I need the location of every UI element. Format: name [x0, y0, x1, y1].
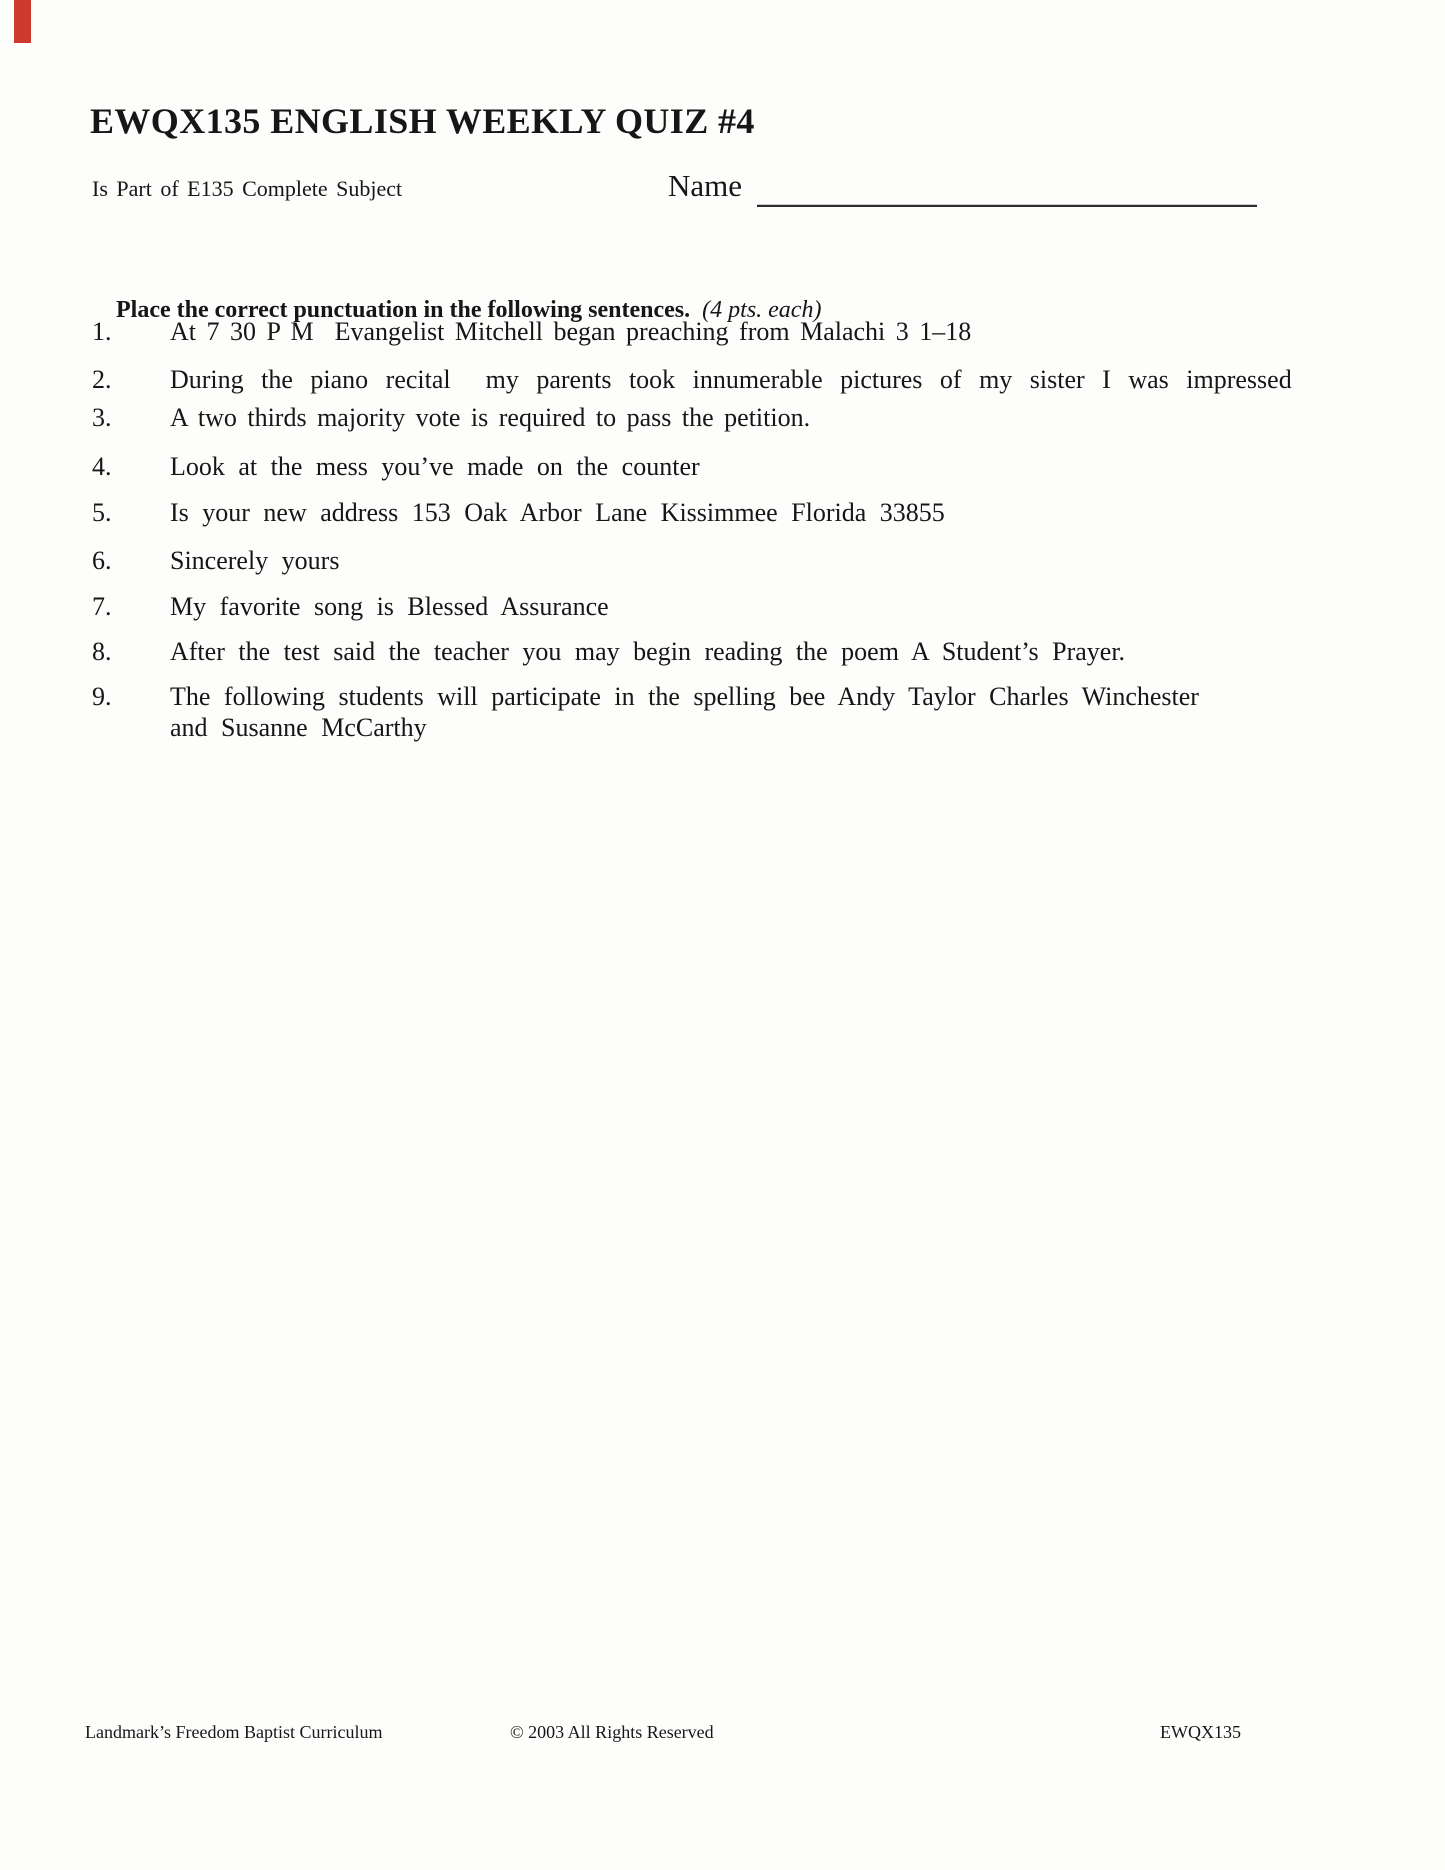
question-number: 7. — [92, 592, 112, 621]
question-row-2 — [92, 364, 1292, 395]
question-text — [170, 681, 1199, 743]
question-row-5 — [92, 497, 945, 528]
footer-copyright: © 2003 All Rights Reserved — [510, 1722, 714, 1742]
question-line-2: and Susanne McCarthy — [170, 713, 427, 742]
question-text: My favorite song is Blessed Assurance — [170, 592, 609, 621]
question-text: During the piano recital my parents took innumerable pictures of my sister I was impressed — [170, 365, 1292, 394]
instructions-text: Place the correct punctuation in the following sentences. — [116, 297, 691, 323]
question-number: 1. — [92, 317, 112, 346]
question-number: 2. — [92, 365, 112, 394]
points-note: (4 pts. each) — [702, 297, 822, 323]
name-blank-line — [757, 170, 1257, 207]
red-scan-artifact — [14, 0, 31, 43]
page-title: EWQX135 ENGLISH WEEKLY QUIZ #4 — [90, 101, 755, 141]
question-text: Look at the mess you’ve made on the counter — [170, 452, 700, 481]
page-footer — [0, 1722, 1445, 1827]
footer-code: EWQX135 — [1160, 1722, 1241, 1742]
question-number: 3. — [92, 403, 112, 432]
question-number: 6. — [92, 546, 112, 575]
question-number: 9. — [92, 682, 112, 711]
question-row-9 — [92, 681, 1199, 743]
question-row-1 — [92, 316, 971, 347]
question-line-1: The following students will participate in the spelling bee Andy Taylor Charles Winchester — [170, 682, 1199, 711]
question-row-3 — [92, 402, 810, 433]
question-text: Sincerely yours — [170, 546, 340, 575]
question-text: A two thirds majority vote is required to pass the petition. — [170, 403, 811, 432]
question-text: After the test said the teacher you may begin reading the poem A Student’s Prayer. — [170, 637, 1126, 666]
question-text: At 7 30 P M Evangelist Mitchell began preaching from Malachi 3 1–18 — [170, 317, 972, 346]
footer-publisher: Landmark’s Freedom Baptist Curriculum — [85, 1722, 383, 1742]
question-number: 8. — [92, 637, 112, 666]
page-subtitle: Is Part of E135 Complete Subject — [92, 176, 403, 201]
question-text: Is your new address 153 Oak Arbor Lane Kissimmee Florida 33855 — [170, 498, 945, 527]
name-label: Name — [668, 168, 743, 203]
question-row-7 — [92, 591, 609, 622]
question-number: 4. — [92, 452, 112, 481]
question-row-8 — [92, 636, 1125, 667]
question-number: 5. — [92, 498, 112, 527]
question-row-4 — [92, 451, 700, 482]
question-row-6 — [92, 545, 339, 576]
